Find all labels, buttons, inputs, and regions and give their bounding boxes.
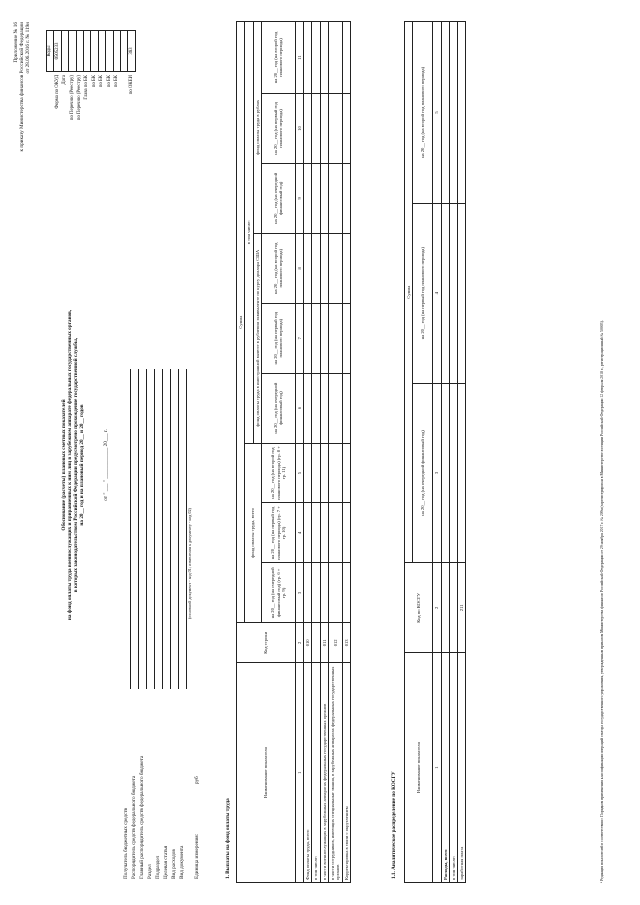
codes-label: Дата bbox=[62, 75, 68, 85]
row-code: 211 bbox=[458, 563, 466, 653]
column-number: 8 bbox=[295, 233, 303, 303]
fund-col-total: фонд оплаты труда, всего bbox=[245, 443, 262, 623]
table-row bbox=[320, 22, 328, 883]
table-row bbox=[458, 22, 466, 883]
fund-col-code: Код строки bbox=[237, 623, 296, 663]
row-code: 013 bbox=[342, 623, 350, 663]
codes-label: по БК bbox=[113, 75, 119, 88]
fund-col-name: Наименование показателя bbox=[237, 663, 296, 883]
year-col-header: на 20__ год (на очередной финансовый год) bbox=[261, 163, 295, 233]
codes-value bbox=[91, 31, 98, 72]
column-number-row bbox=[295, 22, 303, 883]
row-code: 010 bbox=[304, 623, 312, 663]
row-name: в части военнослужащих в зарубежных аппаратах федеральных государственных органов bbox=[320, 663, 328, 883]
row-name: заработная плата bbox=[458, 653, 466, 883]
field-subsection-label: Подраздел bbox=[155, 855, 161, 879]
kosgu-col-name: Наименование показателя bbox=[405, 653, 433, 883]
column-number: 2 bbox=[295, 623, 303, 663]
field-chief-manager-label: Главный распорядитель средств федерального бюджета bbox=[139, 755, 145, 879]
row-code: 011 bbox=[320, 623, 328, 663]
appendix-number: Приложение № 16 bbox=[13, 22, 19, 63]
codes-label: по Перечню (Реестру) bbox=[69, 75, 75, 121]
column-number: 9 bbox=[295, 163, 303, 233]
kosgu-col-sum: Сумма bbox=[405, 22, 413, 563]
row-name: Фонд оплаты труда, всего bbox=[304, 663, 312, 883]
field-section-label: Раздел bbox=[147, 864, 153, 879]
kosgu-col-code: Код по КОСГУ bbox=[405, 563, 433, 653]
codes-value bbox=[106, 31, 113, 72]
row-name: в том числе: bbox=[312, 663, 320, 883]
codes-value bbox=[61, 31, 68, 72]
column-number: 7 bbox=[295, 303, 303, 373]
row-name: Корректировка в связи с округлением bbox=[342, 663, 350, 883]
codes-table bbox=[46, 30, 136, 120]
year-col-header: на 20__ год (на первый год планового периода) bbox=[413, 203, 433, 383]
column-number: 4 bbox=[295, 503, 303, 563]
table-row bbox=[441, 22, 449, 883]
doc-type-hint: (основной документ - код 01; изменения к документу - код 02) bbox=[187, 508, 192, 619]
codes-label bbox=[120, 72, 127, 121]
codes-value bbox=[98, 31, 105, 72]
column-number: 1 bbox=[433, 653, 441, 883]
table-row bbox=[342, 22, 350, 883]
column-number-row bbox=[433, 22, 441, 883]
fund-col-currency: фонд оплаты труда в иностранной валюте в рублевом эквиваленте по курсу доллара США bbox=[253, 233, 261, 443]
field-unit-label: Единица измерения: bbox=[194, 833, 200, 879]
fund-col-including: в том числе: bbox=[245, 22, 253, 444]
title-line-2: на фонд оплаты труда военнослужащих и приравненных к ним лиц в зарубежном аппарате федеральных государственных органов, bbox=[66, 309, 73, 621]
column-number: 10 bbox=[295, 94, 303, 164]
codes-label: Глава по БК bbox=[84, 75, 90, 100]
row-name: Расходы, всего bbox=[441, 653, 449, 883]
kosgu-table bbox=[404, 21, 466, 883]
codes-value bbox=[76, 31, 83, 72]
fund-table bbox=[236, 21, 351, 883]
table-row bbox=[312, 22, 320, 883]
year-col-header: на 20__ год (на второй год планового периода) bbox=[261, 22, 295, 94]
table-row bbox=[328, 22, 342, 883]
column-number: 3 bbox=[433, 383, 441, 563]
row-code bbox=[312, 623, 320, 663]
year-col-header: на 20__ год (на второй год планового периода) (гр. 8 + гр. 11) bbox=[261, 443, 295, 503]
date-line: от " ___ " ____________ 20___ г. bbox=[103, 429, 109, 501]
field-recipient-label: Получатель бюджетных средств bbox=[123, 808, 129, 879]
year-col-header: на 20__ год (на второй год планового периода) bbox=[413, 22, 433, 204]
codes-value: 0505233 bbox=[54, 31, 61, 72]
section11-heading: 1.1. Аналитическое распределение по КОСГУ bbox=[391, 771, 397, 879]
row-code bbox=[449, 563, 457, 653]
field-target-label: Целевая статья bbox=[163, 845, 169, 879]
codes-label: по БК bbox=[106, 75, 112, 88]
year-col-header: на 20__ год (на второй год планового периода) bbox=[261, 233, 295, 303]
field-doc-type-label: Вид документа bbox=[179, 845, 185, 879]
fund-col-sum: Сумма bbox=[237, 22, 245, 623]
column-number: 11 bbox=[295, 22, 303, 94]
codes-value bbox=[69, 31, 76, 72]
codes-value bbox=[113, 31, 120, 72]
column-number: 5 bbox=[295, 443, 303, 503]
table-row bbox=[304, 22, 312, 883]
row-name: в части сотрудников, имеющих специальные звания, в зарубежных аппаратах федеральных государственных органов bbox=[328, 663, 342, 883]
field-expense-type-label: Вид расходов bbox=[171, 849, 177, 879]
appendix-date: от 28.06.2016 г. № 119н bbox=[24, 22, 31, 74]
column-number: 1 bbox=[295, 663, 303, 883]
codes-label: по БК bbox=[91, 75, 97, 88]
column-number: 5 bbox=[433, 22, 441, 204]
year-col-header: на 20__ год (на очередной финансовый год) bbox=[261, 373, 295, 443]
table-row bbox=[449, 22, 457, 883]
section1-heading: 1. Выплаты на фонд оплаты труда bbox=[225, 798, 231, 879]
codes-label: Форма по ОКУД bbox=[54, 75, 60, 109]
year-col-header: на 20__ год (на первый год планового периода) (гр. 7 + гр. 10) bbox=[261, 503, 295, 563]
row-code: 012 bbox=[328, 623, 342, 663]
year-col-header: на 20__ год (на первый год планового периода) bbox=[261, 303, 295, 373]
year-col-header: на 20__ год (на очередной финансовый год) (гр. 6 + гр. 9) bbox=[261, 563, 295, 623]
codes-value bbox=[83, 31, 90, 72]
codes-label: по БК bbox=[99, 75, 105, 88]
row-code bbox=[441, 563, 449, 653]
codes-title: Коды bbox=[47, 31, 54, 72]
year-col-header: на 20__ год (на очередной финансовый год) bbox=[413, 383, 433, 563]
appendix-note bbox=[14, 22, 32, 322]
row-name: в том числе: bbox=[449, 653, 457, 883]
appendix-order: к приказу Министерства финансов Российской Федерации bbox=[18, 22, 25, 152]
form-title bbox=[62, 205, 86, 725]
column-number: 2 bbox=[433, 563, 441, 653]
codes-value: 383 bbox=[128, 31, 135, 72]
footnote: ¹ Редакция показателей в соответствии с Порядком применения классификации операций сектора государственного управления, утвержденным приказом Министерства финансов Российской Федерации от 29 ноября 2017 г. № 209н (зарегистрирован в Министерстве юстиции Российской Федерации 12 февраля 2018 г., регистрационный № 50003). bbox=[600, 320, 604, 883]
codes-label: по ОКЕИ bbox=[128, 75, 134, 95]
column-number: 6 bbox=[295, 373, 303, 443]
codes-value bbox=[120, 31, 127, 72]
title-line-1: Обоснование (расчеты) плановых сметных показателей bbox=[61, 399, 67, 531]
header-fields bbox=[124, 239, 203, 879]
title-line-4: на 20__ год и на плановый период 20__ и 20__ годов bbox=[78, 404, 85, 526]
title-line-3: в которых законодательством Российской Федерации предусмотрено прохождение государственной службы, bbox=[72, 337, 79, 593]
field-manager-label: Распорядитель средств федерального бюджета bbox=[131, 775, 137, 879]
fund-col-rub: фонд оплаты труда в рублях bbox=[253, 22, 261, 234]
year-col-header: на 20__ год (на первый год планового периода) bbox=[261, 94, 295, 164]
column-number: 4 bbox=[433, 203, 441, 383]
column-number: 3 bbox=[295, 563, 303, 623]
unit-value: руб bbox=[194, 776, 200, 784]
codes-label: по Перечню (Реестру) bbox=[77, 75, 82, 121]
